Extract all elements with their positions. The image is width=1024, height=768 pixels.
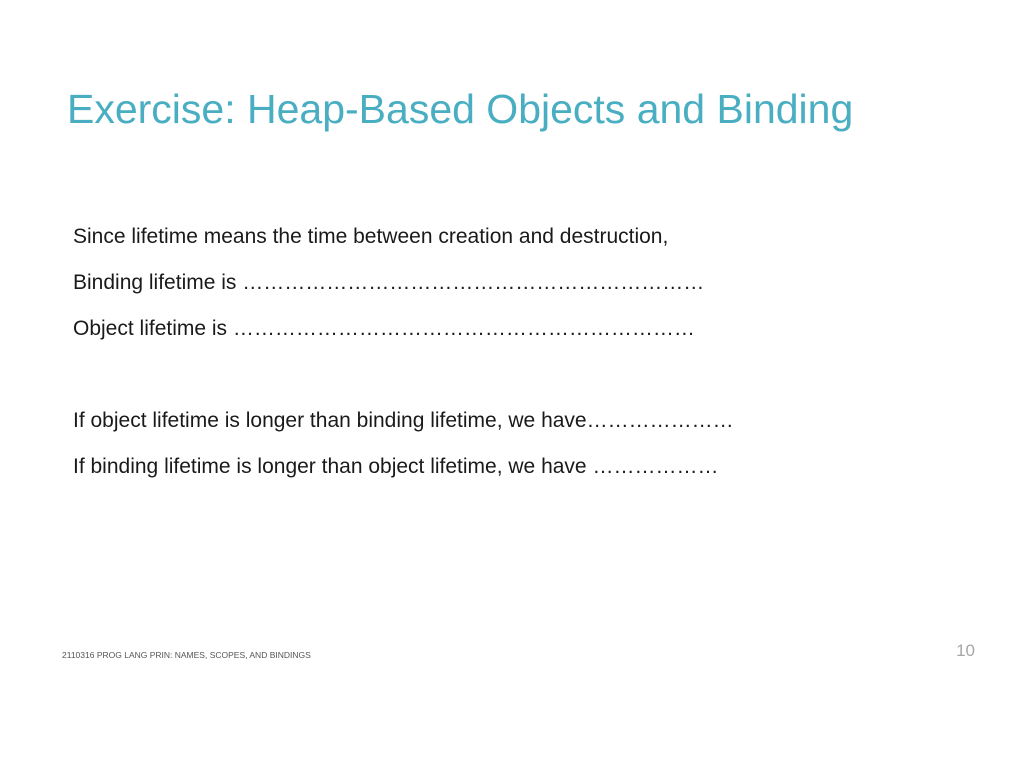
body-line-lifetime-definition: Since lifetime means the time between creation and destruction, [73,225,669,248]
body-line-binding-longer: If binding lifetime is longer than object lifetime, we have ……………… [73,455,719,478]
slide-body [73,220,973,496]
body-line-object-longer: If object lifetime is longer than binding lifetime, we have………………… [73,409,734,432]
page-number: 10 [956,641,975,660]
paragraph-gap [73,358,973,404]
slide-footer: 2110316 PROG LANG PRIN: NAMES, SCOPES, AND BINDINGS [62,650,311,660]
body-line-object-lifetime: Object lifetime is ………………………………………………………… [73,317,695,340]
body-line-binding-lifetime: Binding lifetime is ………………………………………………………… [73,271,705,294]
slide-title: Exercise: Heap-Based Objects and Binding [67,86,854,132]
